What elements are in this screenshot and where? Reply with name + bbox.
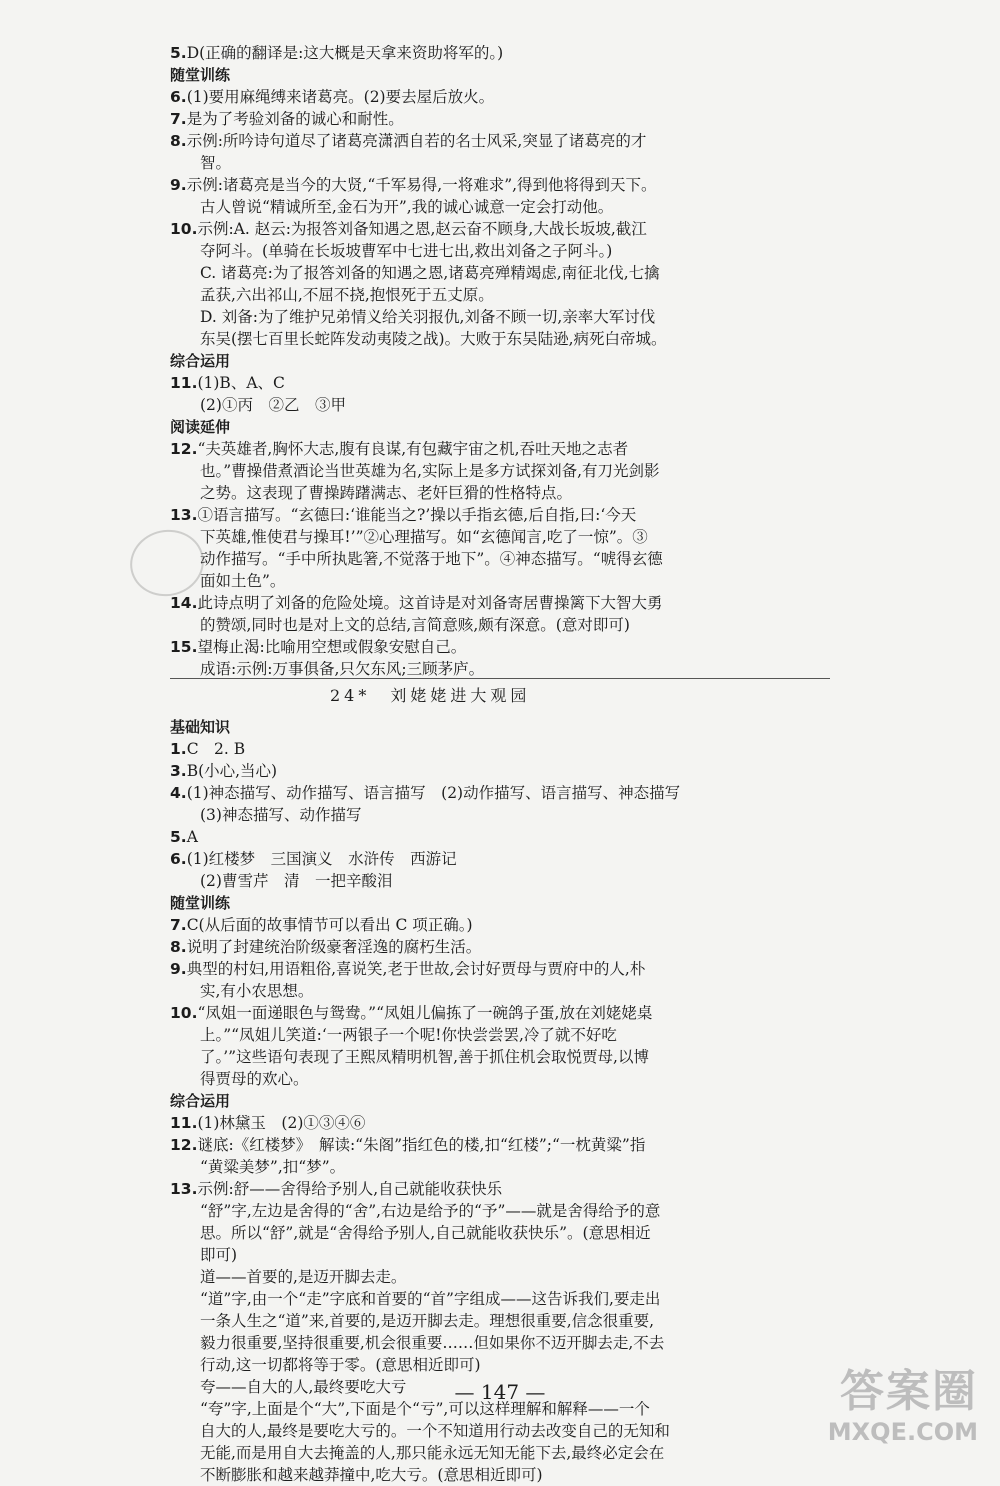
answer-continuation [170,1442,770,1464]
answer-item [170,914,770,936]
answer-text: C(从后面的故事情节可以看出 C 项正确。) [186,916,473,934]
lesson-title-row [170,682,770,712]
section-heading: 阅读延伸 [170,418,231,436]
answer-continuation [170,262,770,284]
watermark-logo: 答案圈 [840,1366,978,1417]
item-number: 9. [170,960,187,978]
answer-item [170,504,770,526]
answer-continuation [170,328,770,350]
answer-continuation [170,482,770,504]
answer-text: 的赞颂,同时也是对上文的总结,言简意赅,颇有深意。(意对即可) [200,616,630,634]
answer-text: “夸”字,上面是个“大”,下面是个“亏”,可以这样理解和解释——一个 [200,1400,650,1418]
item-number: 1. [170,740,187,758]
answer-text: (2)①丙 ②乙 ③甲 [200,396,346,414]
page-number: — 147 — [454,1380,546,1404]
answer-item [170,1002,770,1024]
answer-text: 此诗点明了刘备的危险处境。这首诗是对刘备寄居曹操篱下大智大勇 [197,594,663,612]
answer-item [170,1112,770,1134]
answer-continuation [170,306,770,328]
answer-text: “黄粱美梦”,扣“梦”。 [200,1158,346,1176]
answer-text: (1)要用麻绳缚来诸葛亮。(2)要去屋后放火。 [186,88,495,106]
answer-text: (1)林黛玉 (2)①③④⑥ [197,1114,366,1132]
answer-item [170,848,770,870]
answer-continuation [170,1200,770,1222]
answer-text: 动作描写。“手中所执匙箸,不觉落于地下”。④神态描写。“唬得玄德 [200,550,663,568]
answer-continuation [170,1266,770,1288]
item-number: 7. [170,916,187,934]
item-number: 10. [170,220,198,238]
answer-text: 夸——自大的人,最终要吃大亏 [200,1378,407,1396]
answer-text: 是为了考验刘备的诚心和耐性。 [186,110,404,128]
answer-continuation [170,1046,770,1068]
answer-continuation [170,1464,770,1486]
answer-text: “凤姐一面递眼色与鸳鸯。”“凤姐儿偏拣了一碗鸽子蛋,放在刘姥姥桌 [197,1004,653,1022]
answer-item [170,130,770,152]
section-heading: 随堂训练 [170,66,231,84]
item-number: 14. [170,594,198,612]
answer-continuation [170,1332,770,1354]
watermark-url: MXQE.COM [827,1418,978,1446]
answer-item [170,1134,770,1156]
answers-section-24 [170,716,770,1486]
answer-page [170,42,770,1486]
answer-text: 自大的人,最终是要吃大亏的。一个不知道用行动去改变自己的无知和 [200,1422,670,1440]
answer-text: 示例:所吟诗句道尽了诸葛亮潇洒自若的名士风采,突显了诸葛亮的才 [186,132,647,150]
answer-continuation [170,284,770,306]
item-number: 12. [170,440,198,458]
answer-continuation [170,1244,770,1266]
answer-continuation [170,658,770,680]
answer-continuation [170,1420,770,1442]
item-number: 8. [170,132,187,150]
answer-continuation [170,614,770,636]
answer-text: ①语言描写。“玄德曰:‘谁能当之?’操以手指玄德,后自指,曰:‘今天 [197,506,637,524]
item-number: 3. [170,762,187,780]
section-heading: 综合运用 [170,1092,231,1110]
answer-item [170,760,770,782]
answer-text: (1)神态描写、动作描写、语言描写 (2)动作描写、语言描写、神态描写 [186,784,681,802]
answer-text: 典型的村妇,用语粗俗,喜说笑,老于世故,会讨好贾母与贾府中的人,朴 [186,960,646,978]
answer-continuation [170,394,770,416]
answers-section-23 [170,42,770,680]
answer-text: 谜底:《红楼梦》 解读:“朱阁”指红色的楼,扣“红楼”;“一枕黄粱”指 [197,1136,646,1154]
answer-text: 也。”曹操借煮酒论当世英雄为名,实际上是多方试探刘备,有刀光剑影 [200,462,660,480]
answer-text: 示例:舒——舍得给予别人,自己就能收获快乐 [197,1180,503,1198]
answer-text: 古人曾说“精诚所至,金石为开”,我的诚心诚意一定会打动他。 [200,198,614,216]
answer-text: 得贾母的欢心。 [200,1070,309,1088]
answer-text: D(正确的翻译是:这大概是天拿来资助将军的。) [186,44,504,62]
item-number: 7. [170,110,187,128]
answer-text: 示例:A. 赵云:为报答刘备知遇之恩,赵云奋不顾身,大战长坂坡,截江 [197,220,647,238]
section-heading: 综合运用 [170,352,231,370]
answer-text: 毅力很重要,坚持很重要,机会很重要……但如果你不迈开脚去走,不去 [200,1334,665,1352]
answer-continuation [170,1156,770,1178]
answer-text: 东吴(摆七百里长蛇阵发动夷陵之战)。大败于东吴陆逊,病死白帝城。 [200,330,667,348]
watermark [778,1366,978,1456]
answer-item [170,1178,770,1200]
answer-text: D. 刘备:为了维护兄弟情义给关羽报仇,刘备不顾一切,亲率大军讨伐 [200,308,656,326]
answer-item [170,636,770,658]
section-heading: 随堂训练 [170,894,231,912]
item-number: 11. [170,374,198,392]
item-number: 12. [170,1136,198,1154]
answer-continuation [170,196,770,218]
answer-item [170,174,770,196]
answer-item [170,372,770,394]
answer-item [170,108,770,130]
answer-continuation [170,804,770,826]
answer-continuation [170,1068,770,1090]
item-number: 4. [170,784,187,802]
answer-text: 夺阿斗。(单骑在长坂坡曹军中七进七出,救出刘备之子阿斗。) [200,242,613,260]
answer-text: 孟获,六出祁山,不屈不挠,抱恨死于五丈原。 [200,286,494,304]
item-number: 11. [170,1114,198,1132]
answer-continuation [170,1024,770,1046]
answer-text: (1)红楼梦 三国演义 水浒传 西游记 [186,850,457,868]
answer-item [170,438,770,460]
lesson-title: 24* 刘姥姥进大观园 [330,686,531,705]
answer-item [170,738,770,760]
item-number: 5. [170,44,187,62]
answer-text: “道”字,由一个“走”字底和首要的“首”字组成——这告诉我们,要走出 [200,1290,661,1308]
answer-text: 说明了封建统治阶级豪奢淫逸的腐朽生活。 [186,938,482,956]
answer-item [170,958,770,980]
item-number: 8. [170,938,187,956]
answer-continuation [170,570,770,592]
answer-continuation [170,548,770,570]
answer-continuation [170,152,770,174]
answer-text: (2)曹雪芹 清 一把辛酸泪 [200,872,393,890]
answer-continuation [170,460,770,482]
answer-text: (1)B、A、C [197,374,285,392]
answer-continuation [170,1310,770,1332]
answer-text: “夫英雄者,胸怀大志,腹有良谋,有包藏宇宙之机,吞吐天地之志者 [197,440,629,458]
answer-continuation [170,870,770,892]
answer-text: 智。 [200,154,232,172]
answer-item [170,936,770,958]
item-number: 15. [170,638,198,656]
answer-text: 行动,这一切都将等于零。(意思相近即可) [200,1356,481,1374]
answer-text: 之势。这表现了曹操踌躇满志、老奸巨猾的性格特点。 [200,484,573,502]
answer-text: C. 诸葛亮:为了报答刘备的知遇之恩,诸葛亮殚精竭虑,南征北伐,七擒 [200,264,660,282]
section-heading: 基础知识 [170,718,231,736]
answer-item [170,218,770,240]
answer-text: 成语:示例:万事俱备,只欠东风;三顾茅庐。 [200,660,485,678]
answer-text: 示例:诸葛亮是当今的大贤,“千军易得,一将难求”,得到他将得到天下。 [186,176,657,194]
answer-text: 不断膨胀和越来越莽撞中,吃大亏。(意思相近即可) [200,1466,543,1484]
divider-rule [170,678,830,679]
answer-item [170,782,770,804]
answer-text: 无能,而是用自大去掩盖的人,那只能永远无知无能下去,最终必定会在 [200,1444,665,1462]
answer-continuation [170,526,770,548]
answer-item [170,826,770,848]
answer-text: A [186,828,198,846]
item-number: 6. [170,850,187,868]
answer-text: 道——首要的,是迈开脚去走。 [200,1268,407,1286]
answer-text: 思。所以“舒”,就是“舍得给予别人,自己就能收获快乐”。(意思相近 [200,1224,651,1242]
answer-text: 了。’”这些语句表现了王熙凤精明机智,善于抓住机会取悦贾母,以博 [200,1048,649,1066]
item-number: 6. [170,88,187,106]
answer-item [170,86,770,108]
answer-text: 上。”“凤姐儿笑道:‘一两银子一个呢!你快尝尝罢,冷了就不好吃 [200,1026,617,1044]
item-number: 5. [170,828,187,846]
answer-text: “舒”字,左边是舍得的“舍”,右边是给予的“予”——就是舍得给予的意 [200,1202,661,1220]
answer-text: 下英雄,惟使君与操耳!’”②心理描写。如“玄德闻言,吃了一惊”。③ [200,528,648,546]
item-number: 13. [170,1180,198,1198]
item-number: 13. [170,506,198,524]
answer-text: (3)神态描写、动作描写 [200,806,362,824]
answer-continuation [170,240,770,262]
item-number: 9. [170,176,187,194]
answer-continuation [170,1288,770,1310]
answer-continuation [170,1354,770,1376]
answer-continuation [170,980,770,1002]
answer-item [170,42,770,64]
answer-item [170,592,770,614]
answer-text: B(小心,当心) [186,762,278,780]
item-number: 10. [170,1004,198,1022]
answer-continuation [170,1222,770,1244]
answer-text: 一条人生之“道”来,首要的,是迈开脚去走。理想很重要,信念很重要, [200,1312,655,1330]
answer-text: 实,有小农思想。 [200,982,314,1000]
answer-text: 即可) [200,1246,238,1264]
answer-text: 面如土色”。 [200,572,286,590]
answer-text: 望梅止渴:比喻用空想或假象安慰自己。 [197,638,467,656]
answer-text: C 2. B [186,740,246,758]
